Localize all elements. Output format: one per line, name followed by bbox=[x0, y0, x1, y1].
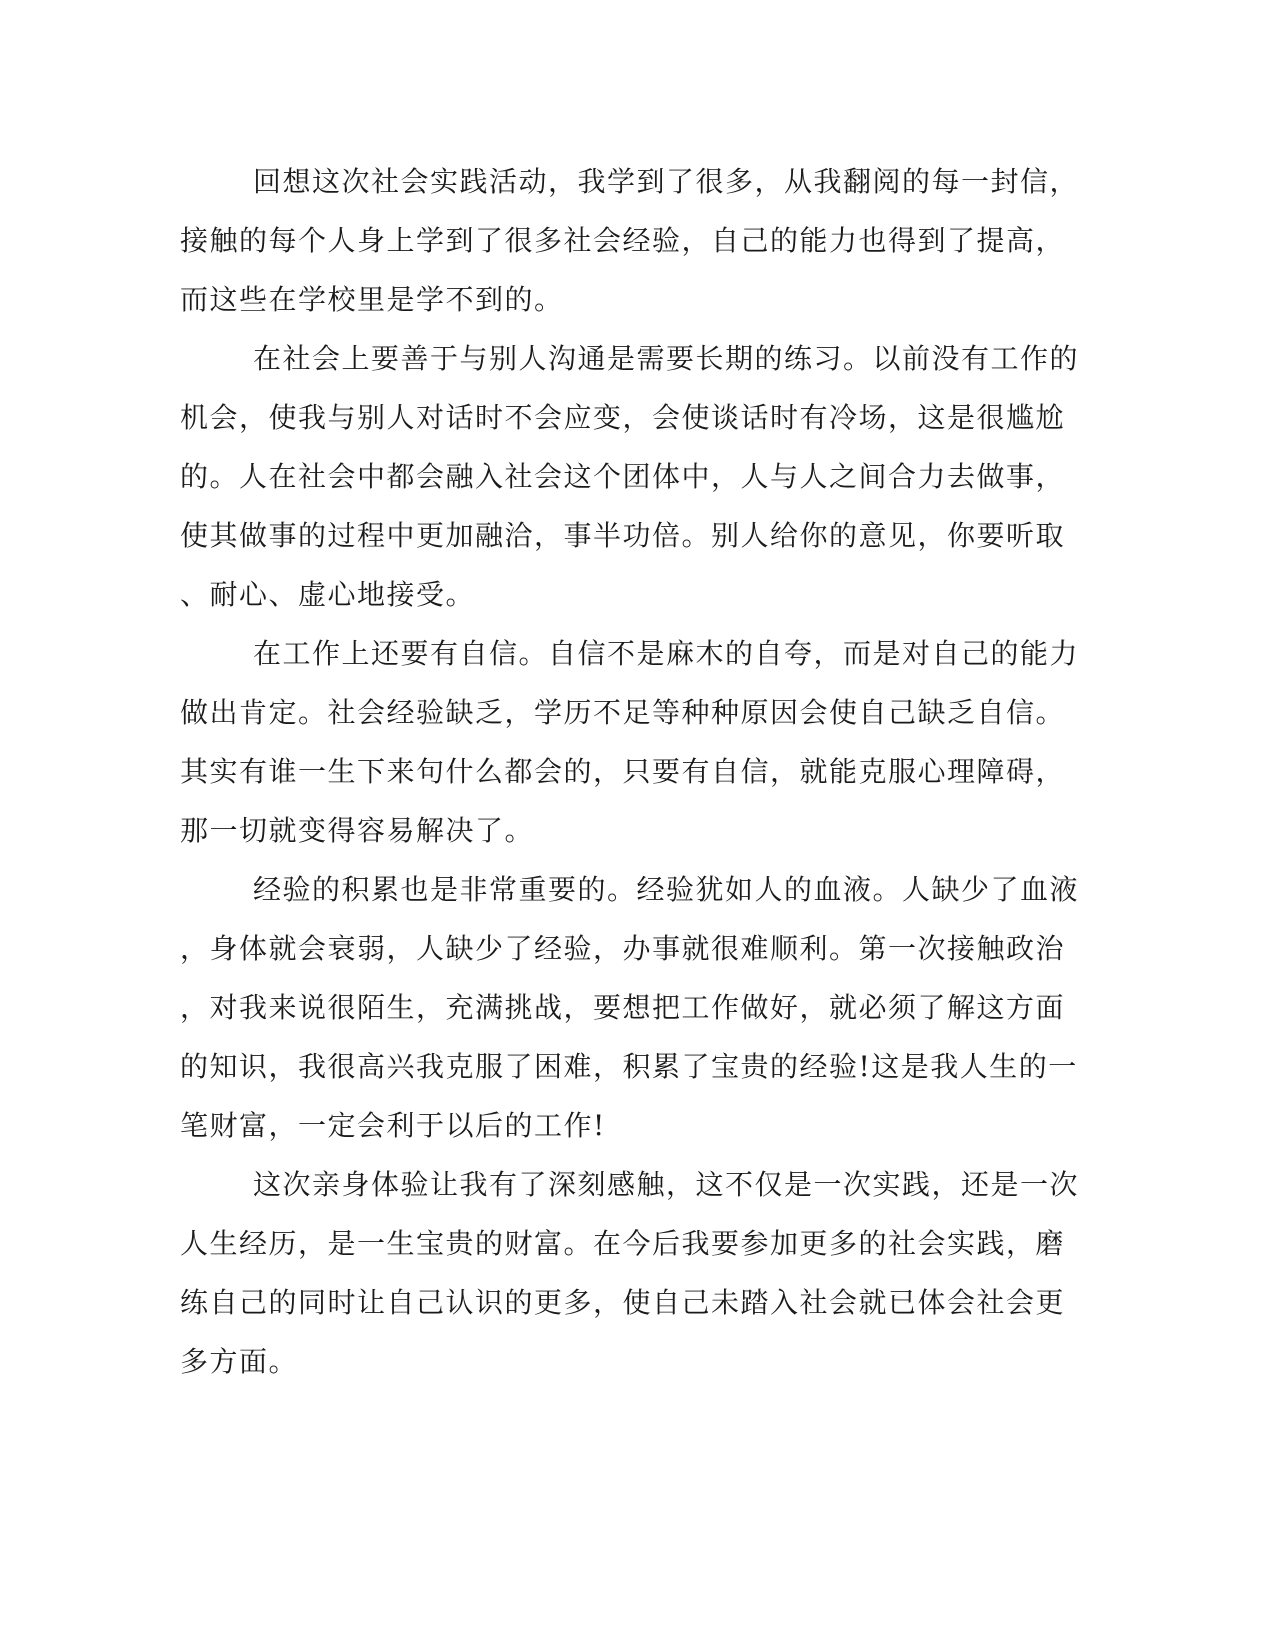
paragraph-2-line-3: 的。人在社会中都会融入社会这个团体中，人与人之间合力去做事， bbox=[180, 460, 1066, 493]
paragraph-3-line-4: 那一切就变得容易解决了。 bbox=[180, 814, 535, 847]
paragraph-4-line-1: 经验的积累也是非常重要的。经验犹如人的血液。人缺少了血液 bbox=[253, 873, 1080, 906]
paragraph-2-line-1: 在社会上要善于与别人沟通是需要长期的练习。以前没有工作的 bbox=[253, 342, 1080, 375]
paragraph-3-line-2: 做出肯定。社会经验缺乏，学历不足等种种原因会使自己缺乏自信。 bbox=[180, 696, 1066, 729]
paragraph-3-line-3: 其实有谁一生下来句什么都会的，只要有自信，就能克服心理障碍， bbox=[180, 755, 1066, 788]
paragraph-4-line-4: 的知识，我很高兴我克服了困难，积累了宝贵的经验!这是我人生的一 bbox=[180, 1050, 1078, 1083]
paragraph-2-line-5: 、耐心、虚心地接受。 bbox=[180, 578, 476, 611]
paragraph-5-line-1: 这次亲身体验让我有了深刻感触，这不仅是一次实践，还是一次 bbox=[253, 1168, 1080, 1201]
paragraph-1-line-2: 接触的每个人身上学到了很多社会经验，自己的能力也得到了提高， bbox=[180, 224, 1066, 257]
paragraph-5-line-4: 多方面。 bbox=[180, 1345, 299, 1378]
paragraph-4-line-2: ，身体就会衰弱，人缺少了经验，办事就很难顺利。第一次接触政治 bbox=[180, 932, 1066, 965]
paragraph-2-line-2: 机会，使我与别人对话时不会应变，会使谈话时有冷场，这是很尴尬 bbox=[180, 401, 1066, 434]
paragraph-5-line-3: 练自己的同时让自己认识的更多，使自己未踏入社会就已体会社会更 bbox=[180, 1286, 1066, 1319]
paragraph-3-line-1: 在工作上还要有自信。自信不是麻木的自夸，而是对自己的能力 bbox=[253, 637, 1080, 670]
paragraph-1-line-3: 而这些在学校里是学不到的。 bbox=[180, 283, 564, 316]
paragraph-5-line-2: 人生经历，是一生宝贵的财富。在今后我要参加更多的社会实践，磨 bbox=[180, 1227, 1066, 1260]
paragraph-4-line-3: ，对我来说很陌生，充满挑战，要想把工作做好，就必须了解这方面 bbox=[180, 991, 1066, 1024]
paragraph-4-line-5: 笔财富，一定会利于以后的工作! bbox=[180, 1109, 606, 1142]
paragraph-2-line-4: 使其做事的过程中更加融洽，事半功倍。别人给你的意见，你要听取 bbox=[180, 519, 1066, 552]
paragraph-1-line-1: 回想这次社会实践活动，我学到了很多，从我翻阅的每一封信， bbox=[253, 165, 1080, 198]
